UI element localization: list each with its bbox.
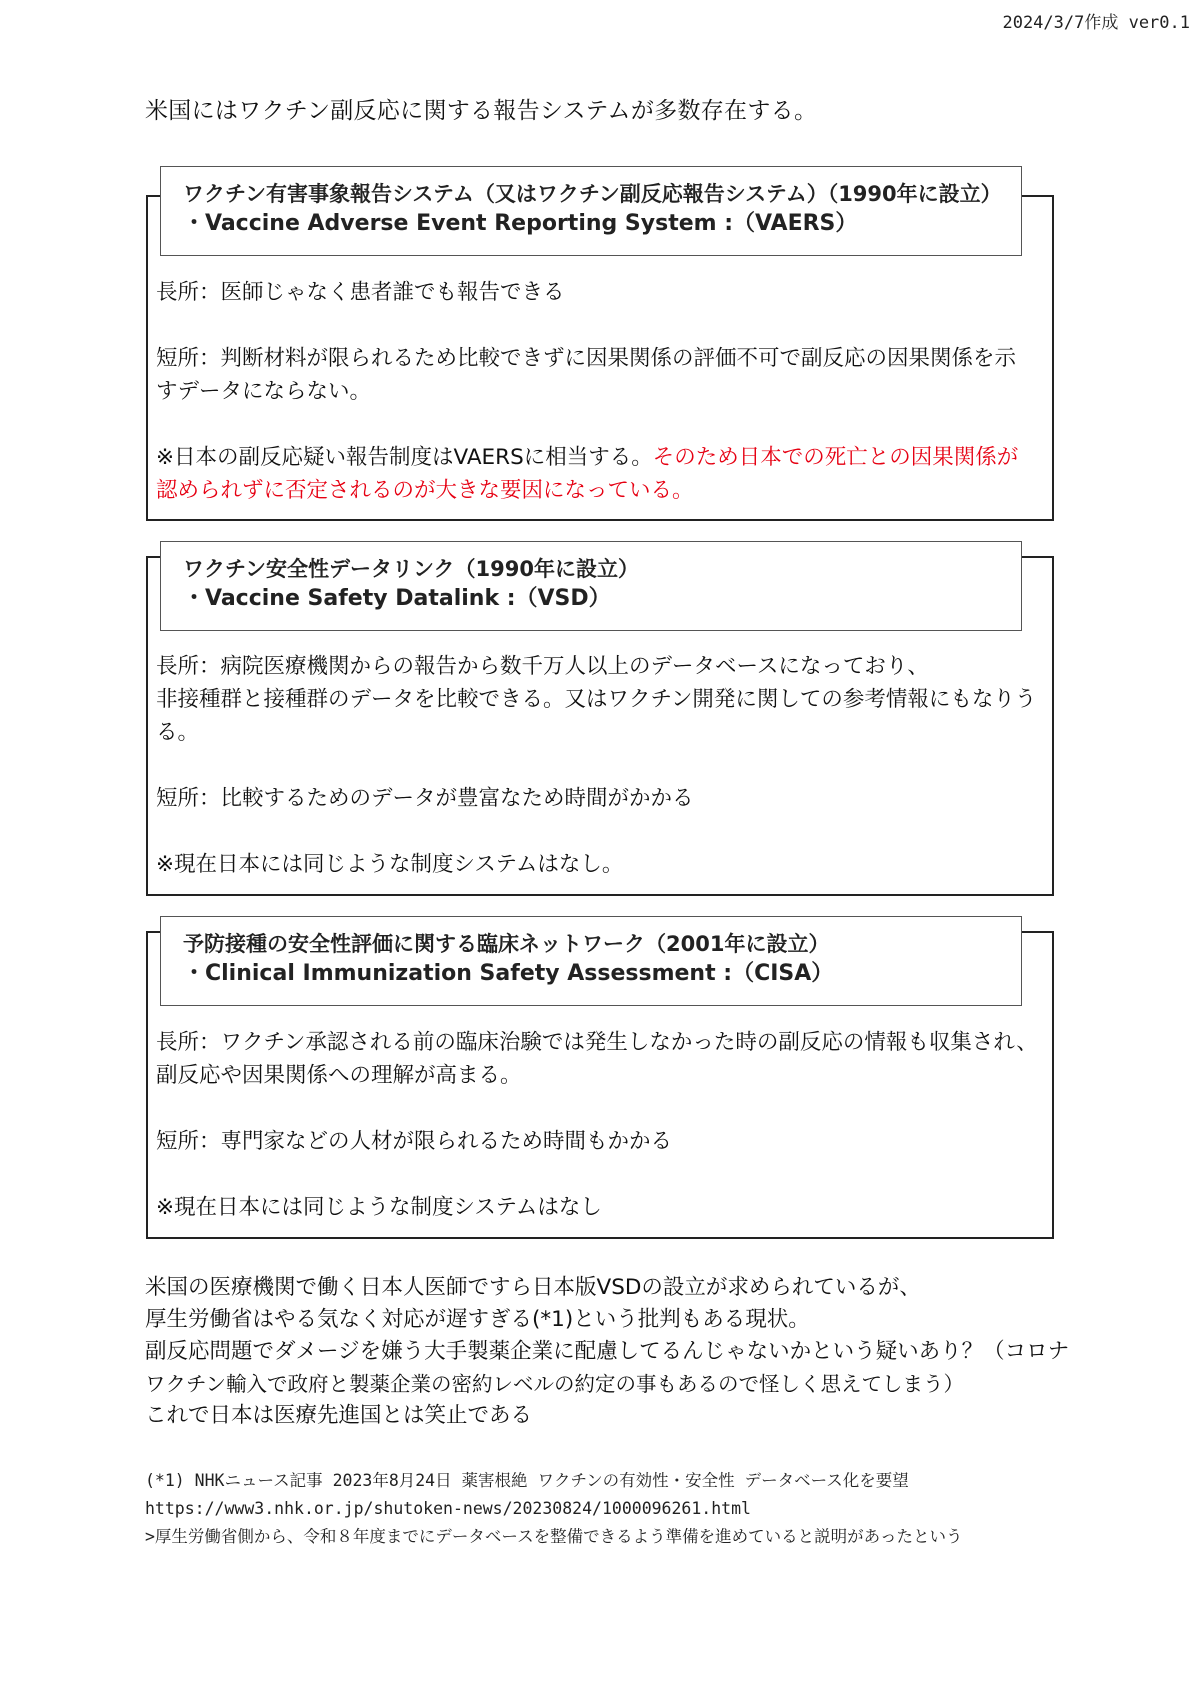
cisa-body <box>156 1026 1046 1224</box>
closing-line: ワクチン輸入で政府と製薬企業の密約レベルの約定の事もあるので怪しく思えてしまう） <box>145 1372 964 1396</box>
vsd-subtitle: ・Vaccine Safety Datalink :（VSD） <box>183 586 611 611</box>
footnote-citation: (*1) NHKニュース記事 2023年8月24日 薬害根絶 ワクチンの有効性・安全性 データベース化を要望 <box>145 1471 909 1490</box>
vsd-pros-line: 長所：病院医療機関からの報告から数千万人以上のデータベースになっており、 <box>156 654 929 679</box>
vsd-title: ワクチン安全性データリンク（1990年に設立） <box>183 557 639 581</box>
vaers-note-prefix: ※日本の副反応疑い報告制度はVAERSに相当する。 <box>156 445 653 470</box>
vaers-note <box>156 441 1046 507</box>
cisa-header <box>160 916 1022 1006</box>
vaers-cons-line: すデータにならない。 <box>156 379 372 404</box>
cisa-subtitle: ・Clinical Immunization Safety Assessment :（CISA） <box>183 961 834 986</box>
cisa-cons <box>156 1125 1046 1158</box>
closing-line: 副反応問題でダメージを嫌う大手製薬企業に配慮してるんじゃないかという疑いあり？（コロナ <box>145 1339 1070 1364</box>
vsd-note: ※現在日本には同じような制度システムはなし。 <box>156 852 624 877</box>
footnote-quote: >厚生労働省側から、令和８年度までにデータベースを整備できるよう準備を進めていると説明があったという <box>145 1527 963 1546</box>
vaers-note-highlight: そのため日本での死亡との因果関係が <box>652 445 1019 470</box>
version-note: 2024/3/7作成 ver0.1 <box>1002 13 1190 33</box>
closing-remarks <box>145 1272 1069 1432</box>
cisa-title: 予防接種の安全性評価に関する臨床ネットワーク（2001年に設立） <box>183 932 830 956</box>
vaers-subtitle: ・Vaccine Adverse Event Reporting System :（VAERS） <box>183 211 858 236</box>
vsd-header <box>160 541 1022 631</box>
closing-line: 厚生労働省はやる気なく対応が遅すぎる(*1)という批判もある現状。 <box>145 1307 810 1332</box>
cisa-note: ※現在日本には同じような制度システムはなし <box>156 1195 602 1220</box>
intro-text: 米国にはワクチン副反応に関する報告システムが多数存在する。 <box>145 98 818 124</box>
vsd-pros <box>156 650 1046 749</box>
vsd-pros-line: 非接種群と接種群のデータを比較できる。又はワクチン開発に関しての参考情報にもなりう <box>156 687 1037 712</box>
cisa-cons-line: 短所：専門家などの人材が限られるため時間もかかる <box>156 1129 673 1154</box>
vaers-pros-line: 長所：医師じゃなく患者誰でも報告できる <box>156 280 565 305</box>
cisa-pros-line: 長所：ワクチン承認される前の臨床治験では発生しなかった時の副反応の情報も収集され、 <box>156 1030 1038 1055</box>
footnote-url: https://www3.nhk.or.jp/shutoken-news/20230824/1000096261.html <box>145 1499 751 1518</box>
vsd-body <box>156 650 1046 881</box>
vaers-title: ワクチン有害事象報告システム（又はワクチン副反応報告システム）（1990年に設立） <box>183 182 1002 206</box>
vsd-pros-line: る。 <box>156 720 200 745</box>
vaers-header <box>160 166 1022 256</box>
footnote <box>145 1467 962 1551</box>
vsd-cons <box>156 782 1046 815</box>
cisa-pros <box>156 1026 1046 1092</box>
cisa-pros-line: 副反応や因果関係への理解が高まる。 <box>156 1063 522 1088</box>
vaers-cons <box>156 342 1046 408</box>
vaers-note-line-2: 認められずに否定されるのが大きな要因になっている。 <box>156 478 694 503</box>
vaers-pros <box>156 276 1046 309</box>
closing-line: 米国の医療機関で働く日本人医師ですら日本版VSDの設立が求められているが、 <box>145 1275 921 1300</box>
vaers-cons-line: 短所：判断材料が限られるため比較できずに因果関係の評価不可で副反応の因果関係を示 <box>156 346 1017 371</box>
vaers-note-line-1 <box>156 441 1046 474</box>
vaers-body <box>156 276 1046 507</box>
closing-line: これで日本は医療先進国とは笑止である <box>145 1403 533 1428</box>
vsd-cons-line: 短所：比較するためのデータが豊富なため時間がかかる <box>156 786 694 811</box>
